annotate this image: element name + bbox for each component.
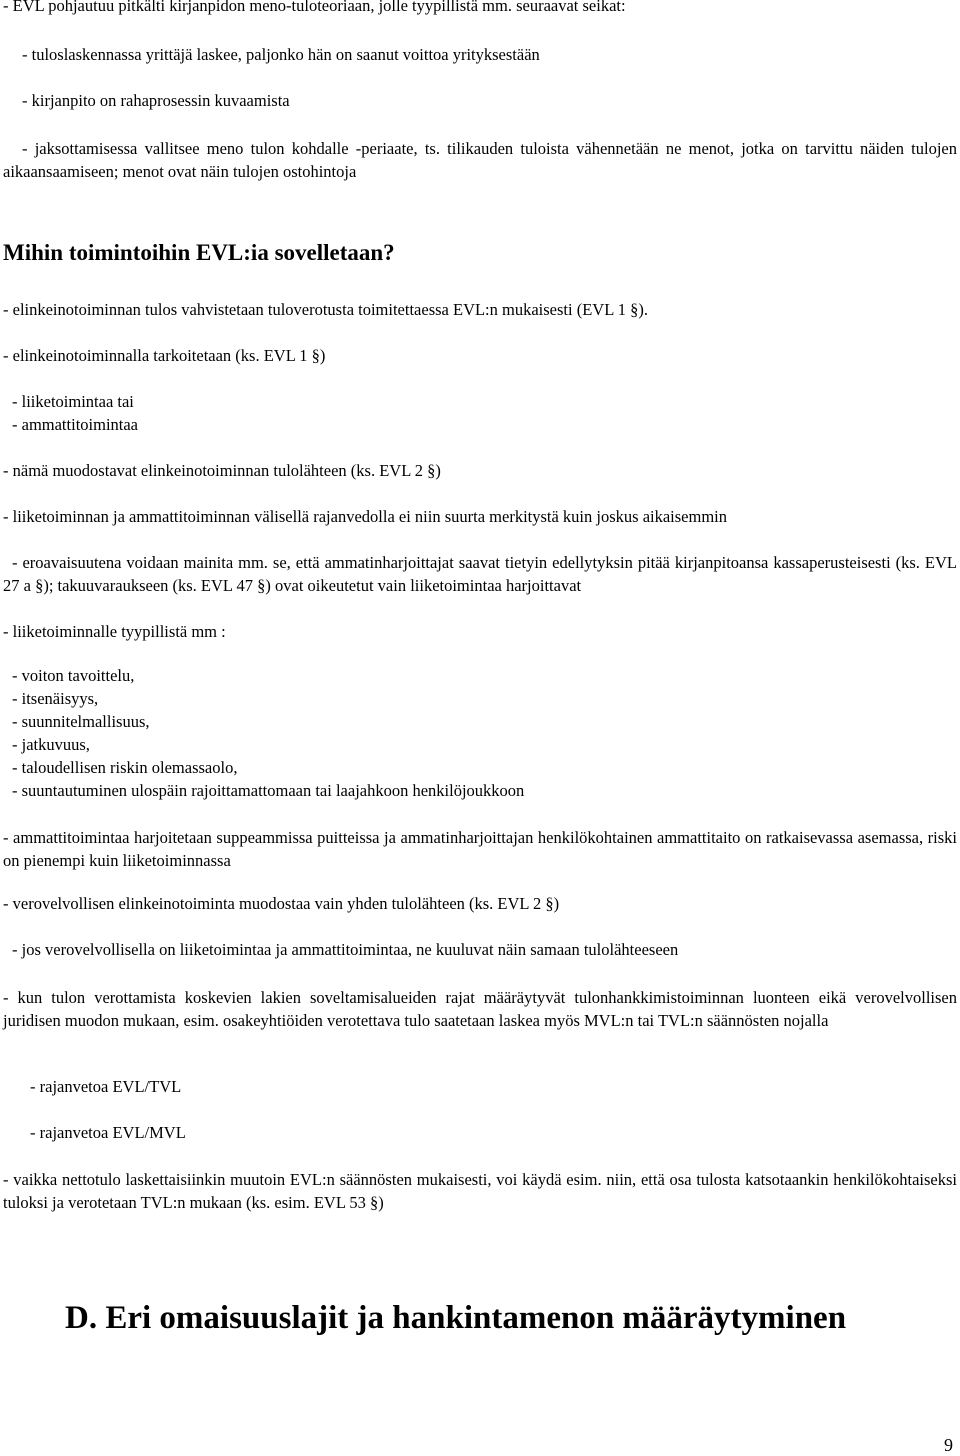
text-line: - jos verovelvollisella on liiketoimintaa ja ammattitoimintaa, ne kuuluvat näin samaan tulolähteeseen bbox=[12, 940, 679, 959]
paragraph: - kun tulon verottamista koskevien lakien soveltamisalueiden rajat määräytyvät tulonhankkimistoiminnan luonteen eikä verovelvollisen juridisen muodon mukaan, esim. osakeyhtiöiden verotettava tulo saatetaan laskea myös MVL:n tai TVL:n säännösten nojalla bbox=[3, 988, 957, 1030]
list-item: - taloudellisen riskin olemassaolo, bbox=[12, 758, 238, 777]
list-item: - suuntautuminen ulospäin rajoittamattomaan tai laajahkoon henkilöjoukkoon bbox=[12, 781, 525, 800]
list-item: - suunnitelmallisuus, bbox=[12, 712, 150, 731]
paragraph: - eroavaisuutena voidaan mainita mm. se, että ammatinharjoittajat saavat tietyin edellytyksin pitää kirjanpitoansa kassaperusteisesti (ks. EVL 27 a §); takuuvaraukseen (ks. EVL 47 §) ovat oikeutetut vain liiketoimintaa harjoittavat bbox=[3, 553, 957, 595]
list-item: - voiton tavoittelu, bbox=[12, 666, 135, 685]
text-line: - elinkeinotoiminnalla tarkoitetaan (ks. EVL 1 §) bbox=[3, 346, 326, 365]
list-item: - itsenäisyys, bbox=[12, 689, 99, 708]
text-line: - liiketoiminnalle tyypillistä mm : bbox=[3, 622, 226, 641]
text-line: - liiketoiminnan ja ammattitoiminnan välisellä rajanvedolla ei niin suurta merkitystä kuin joskus aikaisemmin bbox=[3, 507, 728, 526]
text-line: - kirjanpito on rahaprosessin kuvaamista bbox=[22, 91, 290, 110]
list-item: - rajanvetoa EVL/MVL bbox=[30, 1123, 186, 1142]
text-line: - elinkeinotoiminnan tulos vahvistetaan tuloverotusta toimitettaessa EVL:n mukaisesti (EVL 1 §). bbox=[3, 300, 649, 319]
page-number: 9 bbox=[944, 1435, 953, 1455]
chapter-title: D. Eri omaisuuslajit ja hankintamenon määräytyminen bbox=[65, 1300, 847, 1336]
list-item: - jatkuvuus, bbox=[12, 735, 90, 754]
paragraph: - ammattitoimintaa harjoitetaan suppeammissa puitteissa ja ammatinharjoittajan henkilökohtainen ammattitaito on ratkaisevassa asemassa, riski on pienempi kuin liiketoiminnassa bbox=[3, 828, 957, 870]
paragraph: - jaksottamisessa vallitsee meno tulon kohdalle -periaate, ts. tilikauden tuloista vähennetään ne menot, jotka on tarvittu näiden tulojen aikaansaamiseen; menot ovat näin tulojen ostohintoja bbox=[3, 139, 957, 181]
text-line: - ammattitoimintaa bbox=[12, 415, 139, 434]
text-line: - tuloslaskennassa yrittäjä laskee, paljonko hän on saanut voittoa yrityksestään bbox=[22, 45, 540, 64]
section-heading: Mihin toimintoihin EVL:ia sovelletaan? bbox=[3, 240, 395, 265]
text-line: - verovelvollisen elinkeinotoiminta muodostaa vain yhden tulolähteen (ks. EVL 2 §) bbox=[3, 894, 560, 913]
paragraph: - vaikka nettotulo laskettaisiinkin muutoin EVL:n säännösten mukaisesti, voi käydä esim. niin, että osa tulosta katsotaankin henkilökohtaiseksi tuloksi ja verotetaan TVL:n mukaan (ks. esim. EVL 53 §) bbox=[3, 1170, 957, 1212]
list-item: - rajanvetoa EVL/TVL bbox=[30, 1077, 182, 1096]
text-line: - liiketoimintaa tai bbox=[12, 392, 134, 411]
text-line: - EVL pohjautuu pitkälti kirjanpidon meno-tuloteoriaan, jolle tyypillistä mm. seuraavat seikat: bbox=[3, 0, 626, 15]
text-line: - nämä muodostavat elinkeinotoiminnan tulolähteen (ks. EVL 2 §) bbox=[3, 461, 441, 480]
